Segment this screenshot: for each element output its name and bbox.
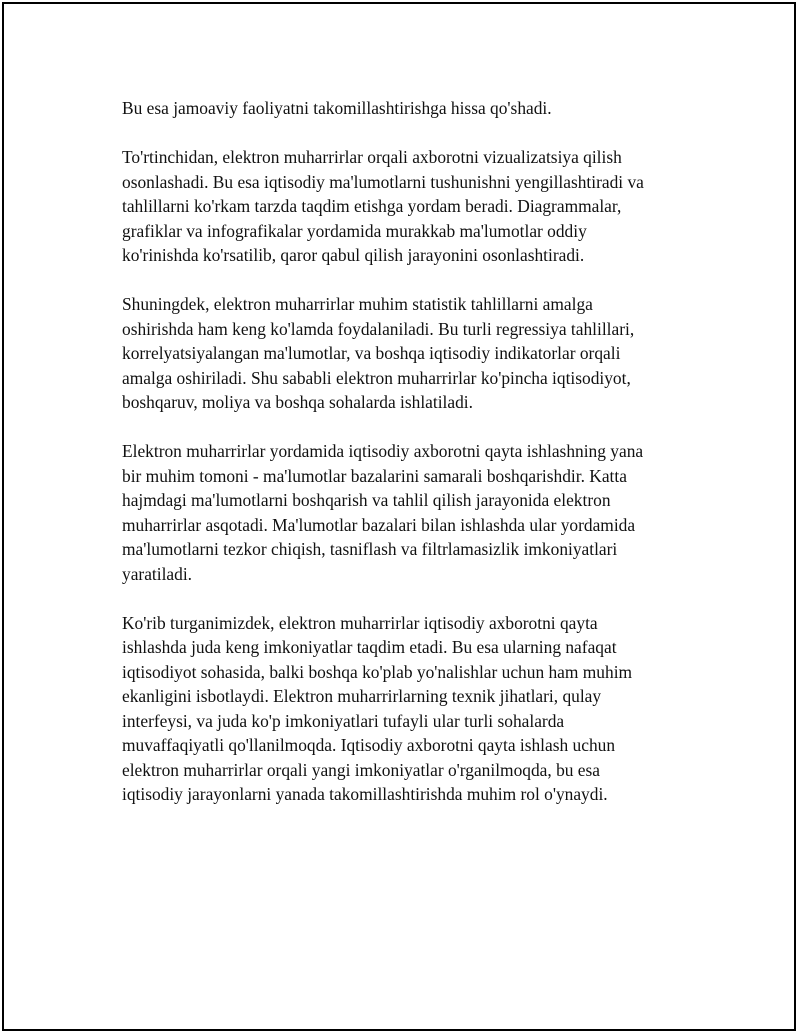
text-line: tahlillarni ko'rkam tarzda taqdim etishga yordam beradi. Diagrammalar, — [122, 196, 622, 216]
paragraph-1 — [122, 96, 722, 121]
text-line: muharrirlar asqotadi. Ma'lumotlar bazalari bilan ishlashda ular yordamida — [122, 514, 636, 535]
text-line: Shuningdek, elektron muharrirlar muhim statistik tahlillarni amalga — [122, 294, 593, 314]
document-body — [122, 96, 722, 831]
text-line: elektron muharrirlar orqali yangi imkoniyatlar o'rganilmoqda, bu esa — [122, 759, 601, 780]
text-line: oshirishda ham keng ko'lamda foydalaniladi. Bu turli regressiya tahlillari, — [122, 318, 635, 339]
text-line: bir muhim tomoni - ma'lumotlar bazalarini samarali boshqarishdir. Katta — [122, 465, 627, 486]
text-line: To'rtinchidan, elektron muharrirlar orqali axborotni vizualizatsiya qilish — [122, 147, 622, 167]
text-line: interfeysi, va juda ko'p imkoniyatlari tufayli ular turli sohalarda — [122, 710, 565, 731]
text-line: ishlashda juda keng imkoniyatlar taqdim etadi. Bu esa ularning nafaqat — [122, 637, 617, 657]
text-line: hajmdagi ma'lumotlarni boshqarish va tahlil qilish jarayonida elektron — [122, 490, 611, 510]
text-line: ko'rinishda ko'rsatilib, qaror qabul qilish jarayonini osonlashtiradi. — [122, 245, 585, 265]
text-line: iqtisodiyot sohasida, balki boshqa ko'plab yo'nalishlar uchun ham muhim — [122, 661, 633, 682]
text-line: Elektron muharrirlar yordamida iqtisodiy axborotni qayta ishlashning yana — [122, 441, 644, 461]
text-line: boshqaruv, moliya va boshqa sohalarda ishlatiladi. — [122, 392, 473, 412]
text-line: grafiklar va infografikalar yordamida murakkab ma'lumotlar oddiy — [122, 220, 587, 241]
paragraph-3 — [122, 292, 722, 415]
text-line: amalga oshiriladi. Shu sababli elektron muharrirlar ko'pincha iqtisodiyot, — [122, 367, 631, 388]
text-line: Ko'rib turganimizdek, elektron muharrirlar iqtisodiy axborotni qayta — [122, 612, 598, 633]
text-line: korrelyatsiyalangan ma'lumotlar, va boshqa iqtisodiy indikatorlar orqali — [122, 343, 621, 363]
text-line: ma'lumotlarni tezkor chiqish, tasniflash va filtrlamasizlik imkoniyatlari — [122, 539, 618, 559]
document-page — [2, 2, 796, 1031]
text-line: osonlashadi. Bu esa iqtisodiy ma'lumotlarni tushunishni yengillashtiradi va — [122, 171, 644, 192]
paragraph-5 — [122, 611, 722, 807]
paragraph-4 — [122, 439, 722, 586]
text-line: Bu esa jamoaviy faoliyatni takomillashtirishga hissa qo'shadi. — [122, 98, 552, 118]
text-line: iqtisodiy jarayonlarni yanada takomillashtirishda muhim rol o'ynaydi. — [122, 784, 608, 804]
text-line: yaratiladi. — [122, 563, 193, 584]
text-line: ekanligini isbotlaydi. Elektron muharrirlarning texnik jihatlari, qulay — [122, 686, 602, 706]
text-line: muvaffaqiyatli qo'llanilmoqda. Iqtisodiy axborotni qayta ishlash uchun — [122, 735, 616, 755]
paragraph-2 — [122, 145, 722, 268]
